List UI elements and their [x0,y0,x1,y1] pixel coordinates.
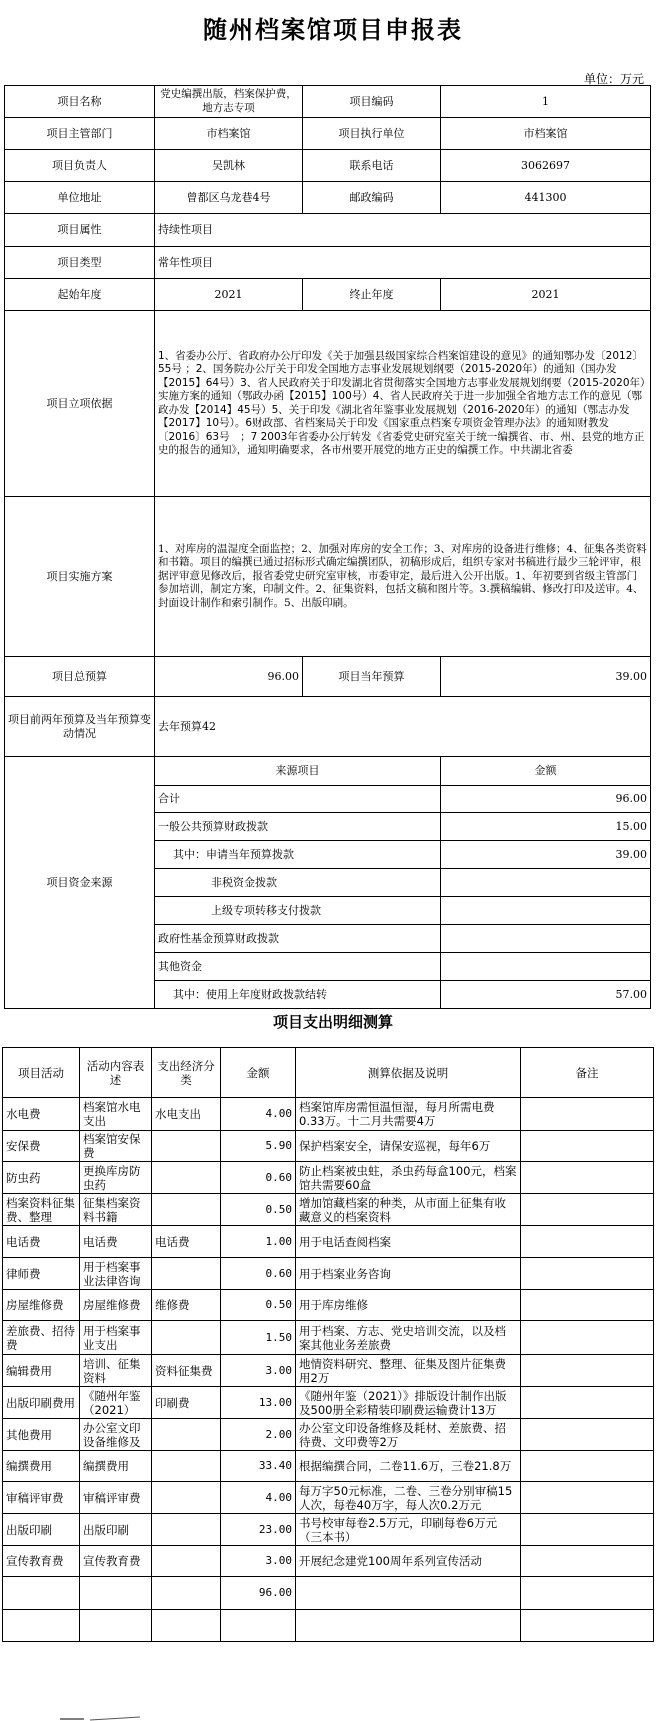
detail-content: 征集档案资料书籍 [80,1194,152,1226]
attr-label: 项目属性 [5,214,155,247]
detail-activity: 律师费 [3,1258,80,1290]
table-row [3,1226,654,1258]
detail-amount: 33.40 [221,1451,296,1482]
detail-note [521,1162,654,1194]
detail-econ [152,1514,221,1546]
detail-note [521,1577,654,1610]
header-amount: 金额 [221,1048,296,1098]
detail-content: 编撰费用 [80,1451,152,1482]
dept-value: 市档案馆 [155,118,303,150]
basis-label: 项目立项依据 [5,311,155,497]
detail-econ [152,1546,221,1577]
detail-activity: 档案资料征集费、整理 [3,1194,80,1226]
table-row [3,1419,654,1451]
header-content: 活动内容表述 [80,1048,152,1098]
detail-note [521,1321,654,1355]
detail-basis: 档案馆库房需恒温恒湿，每月所需电费0.33万。十二月共需要4万 [296,1098,521,1131]
detail-activity: 其他费用 [3,1419,80,1451]
detail-content [80,1610,152,1642]
source-item: 上级专项转移支付拨款 [155,897,441,925]
detail-activity: 电话费 [3,1226,80,1258]
table-row [3,1514,654,1546]
table-row [3,1482,654,1514]
attr-value: 持续性项目 [155,214,651,247]
detail-econ: 资料征集费 [152,1355,221,1387]
source-amount: 96.00 [441,786,651,813]
source-amount: 39.00 [441,841,651,869]
detail-activity: 编撰费用 [3,1451,80,1482]
detail-amount [221,1610,296,1642]
addr-value: 曾都区乌龙巷4号 [155,182,303,214]
detail-econ: 印刷费 [152,1387,221,1419]
detail-econ [152,1258,221,1290]
detail-content: 办公室文印设备维修及 [80,1419,152,1451]
detail-activity [3,1577,80,1610]
detail-note [521,1226,654,1258]
year-label: 项目当年预算 [303,657,441,697]
detail-amount: 0.60 [221,1258,296,1290]
total-label: 项目总预算 [5,657,155,697]
unit-label: 单位：万元 [583,72,644,86]
detail-basis: 用于档案业务咨询 [296,1258,521,1290]
page-title: 随州档案馆项目申报表 [203,15,463,44]
detail-activity: 宣传教育费 [3,1546,80,1577]
leader-label: 项目负责人 [5,150,155,182]
zip-value: 441300 [441,182,651,214]
source-item: 其他资金 [155,953,441,981]
detail-note [521,1355,654,1387]
plan-label: 项目实施方案 [5,497,155,657]
src-head-item: 来源项目 [155,757,441,786]
start-label: 起始年度 [5,279,155,311]
detail-basis: 办公室文印设备维修及耗材、差旅费、招待费、文印费等2万 [296,1419,521,1451]
detail-basis [296,1577,521,1610]
code-label: 项目编码 [303,86,441,118]
detail-basis: 开展纪念建党100周年系列宣传活动 [296,1546,521,1577]
detail-basis: 防止档案被虫蛀，杀虫药每盒100元，档案馆共需要60盒 [296,1162,521,1194]
code-value: 1 [441,86,651,118]
end-value: 2021 [441,279,651,311]
detail-amount: 3.00 [221,1355,296,1387]
detail-econ [152,1610,221,1642]
detail-econ [152,1482,221,1514]
detail-content: 更换库房防虫药 [80,1162,152,1194]
detail-note [521,1419,654,1451]
detail-note [521,1451,654,1482]
detail-activity [3,1610,80,1642]
detail-econ [152,1577,221,1610]
detail-econ [152,1131,221,1162]
source-item: 合计 [155,786,441,813]
prev-label: 项目前两年预算及当年预算变动情况 [5,697,155,757]
detail-note [521,1258,654,1290]
detail-activity: 出版印刷 [3,1514,80,1546]
table-row [3,1162,654,1194]
table-row [3,1194,654,1226]
detail-content: 房屋维修费 [80,1290,152,1321]
detail-content: 出版印刷 [80,1514,152,1546]
source-amount [441,897,651,925]
table-row [3,1321,654,1355]
addr-label: 单位地址 [5,182,155,214]
source-amount: 57.00 [441,981,651,1009]
source-amount: 15.00 [441,813,651,841]
detail-amount: 4.00 [221,1098,296,1131]
detail-content: 电话费 [80,1226,152,1258]
end-label: 终止年度 [303,279,441,311]
detail-note [521,1387,654,1419]
detail-note [521,1482,654,1514]
source-item: 一般公共预算财政拨款 [155,813,441,841]
detail-content: 用于档案事业法律咨询 [80,1258,152,1290]
table-row [3,1258,654,1290]
detail-note [521,1098,654,1131]
detail-amount: 23.00 [221,1514,296,1546]
detail-content [80,1577,152,1610]
table-row [3,1098,654,1131]
detail-content: 档案馆水电支出 [80,1098,152,1131]
application-table [4,85,651,1009]
detail-activity: 防虫药 [3,1162,80,1194]
detail-econ [152,1162,221,1194]
detail-activity: 审稿评审费 [3,1482,80,1514]
table-row [3,1387,654,1419]
detail-title: 项目支出明细测算 [272,1013,393,1031]
source-item: 其中：申请当年预算拨款 [155,841,441,869]
detail-econ: 维修费 [152,1290,221,1321]
source-item: 政府性基金预算财政拨款 [155,925,441,953]
source-amount [441,953,651,981]
detail-activity: 出版印刷费用 [3,1387,80,1419]
type-value: 常年性项目 [155,247,651,279]
detail-amount: 5.90 [221,1131,296,1162]
detail-content: 档案馆安保费 [80,1131,152,1162]
src-label: 项目资金来源 [5,757,155,1009]
detail-activity: 差旅费、招待费 [3,1321,80,1355]
detail-table [2,1047,654,1642]
header-econ: 支出经济分类 [152,1048,221,1098]
type-label: 项目类型 [5,247,155,279]
name-value: 党史编撰出版，档案保护费，地方志专项 [155,86,303,118]
exec-label: 项目执行单位 [303,118,441,150]
detail-basis: 书号校审每卷2.5万元，印刷每卷6万元（三本书） [296,1514,521,1546]
detail-econ: 水电支出 [152,1098,221,1131]
total-value: 96.00 [155,657,303,697]
detail-activity: 安保费 [3,1131,80,1162]
src-head-amount: 金额 [441,757,651,786]
detail-econ [152,1194,221,1226]
detail-note [521,1514,654,1546]
detail-amount: 13.00 [221,1387,296,1419]
plan-value: 1、对库房的温湿度全面监控；2、加强对库房的安全工作；3、对库房的设备进行维修；4、征集各类资料和书籍。项目的编撰已通过招标形式确定编撰团队，初稿形成后，组织专家对书稿进行最少三轮评审，根据评审意见修改后，报省委党史研究室审核，市委审定，最后进入公开出版。1、年初要到省级主管部门参加培训，制定方案，印制文件。2、征集资料，包括文稿和图片等。3.撰稿编辑、修改打印及送审。4、封面设计制作和索引制作。5、出版印刷。 [155,497,651,657]
detail-amount: 96.00 [221,1577,296,1610]
detail-body [3,1098,654,1642]
leader-value: 吴凯林 [155,150,303,182]
detail-activity: 编辑费用 [3,1355,80,1387]
source-amount [441,925,651,953]
detail-content: 审稿评审费 [80,1482,152,1514]
table-row [3,1610,654,1642]
detail-amount: 2.00 [221,1419,296,1451]
detail-basis: 地情资料研究、整理、征集及图片征集费用2万 [296,1355,521,1387]
detail-note [521,1290,654,1321]
detail-note [521,1610,654,1642]
detail-content: 《随州年鉴（2021） [80,1387,152,1419]
detail-amount: 0.60 [221,1162,296,1194]
table-row [3,1546,654,1577]
source-amount [441,869,651,897]
detail-content: 宣传教育费 [80,1546,152,1577]
detail-activity: 水电费 [3,1098,80,1131]
basis-value: 1、省委办公厅、省政府办公厅印发《关于加强县级国家综合档案馆建设的意见》的通知鄂办发〔2012〕55号 ；2、国务院办公厅关于印发全国地方志事业发展规划纲要（2015-2020年）的通知（国办发【2015】64号）3、省人民政府关于印发湖北省贯彻落实全国地方志事业发展规划纲要（2015-2020年）实施方案的通知（鄂政办函【2015】100号）4、省人民政府关于进一步加强全省地方志工作的意见（鄂政办发【2014】45号）5、关于印发《湖北省年鉴事业发展规划（2016-2020年）的通知（鄂志办发【2017】10号）。6财政部、省档案局关于印发《国家重点档案专项资金管理办法》的通知财教发〔2016〕63号 ；7 2003年省委办公厅转发《省委党史研究室关于统一编撰省、市、州、县党的地方正史的报告的通知》，通知明确要求，各市州要开展党的地方正史的编撰工作。中共湖北省委 [155,311,651,497]
source-item: 非税资金拨款 [155,869,441,897]
detail-econ [152,1451,221,1482]
table-row [3,1355,654,1387]
exec-value: 市档案馆 [441,118,651,150]
header-activity: 项目活动 [3,1048,80,1098]
phone-value: 3062697 [441,150,651,182]
detail-amount: 4.00 [221,1482,296,1514]
detail-amount: 1.00 [221,1226,296,1258]
header-basis: 测算依据及说明 [296,1048,521,1098]
detail-activity: 房屋维修费 [3,1290,80,1321]
detail-basis: 根据编撰合同，二卷11.6万，三卷21.8万 [296,1451,521,1482]
table-row [3,1290,654,1321]
detail-basis: 用于库房维修 [296,1290,521,1321]
prev-value: 去年预算42 [155,697,651,757]
table-row [3,1577,654,1610]
detail-econ [152,1419,221,1451]
detail-amount: 0.50 [221,1290,296,1321]
start-value: 2021 [155,279,303,311]
detail-amount: 1.50 [221,1321,296,1355]
detail-basis [296,1610,521,1642]
detail-basis: 保护档案安全，请保安巡视，每年6万 [296,1131,521,1162]
detail-basis: 用于电话查阅档案 [296,1226,521,1258]
detail-amount: 0.50 [221,1194,296,1226]
detail-content: 培训、征集资料 [80,1355,152,1387]
detail-basis: 《随州年鉴（2021）》排版设计制作出版及500册全彩精装印刷费运输费计13万 [296,1387,521,1419]
year-value: 39.00 [441,657,651,697]
dept-label: 项目主管部门 [5,118,155,150]
detail-note [521,1131,654,1162]
detail-basis: 用于档案、方志、党史培训交流，以及档案其他业务差旅费 [296,1321,521,1355]
phone-label: 联系电话 [303,150,441,182]
detail-note [521,1194,654,1226]
detail-note [521,1546,654,1577]
table-row [3,1131,654,1162]
zip-label: 邮政编码 [303,182,441,214]
detail-econ [152,1321,221,1355]
source-item: 其中：使用上年度财政拨款结转 [155,981,441,1009]
page-edge-mark [60,1712,140,1721]
table-row [3,1451,654,1482]
name-label: 项目名称 [5,86,155,118]
detail-amount: 3.00 [221,1546,296,1577]
header-note: 备注 [521,1048,654,1098]
detail-content: 用于档案事业支出 [80,1321,152,1355]
detail-econ: 电话费 [152,1226,221,1258]
detail-basis: 增加馆藏档案的种类，从市面上征集有收藏意义的档案资料 [296,1194,521,1226]
detail-basis: 每万字50元标准，二卷、三卷分别审稿15人次，每卷40万字，每人次0.2万元 [296,1482,521,1514]
